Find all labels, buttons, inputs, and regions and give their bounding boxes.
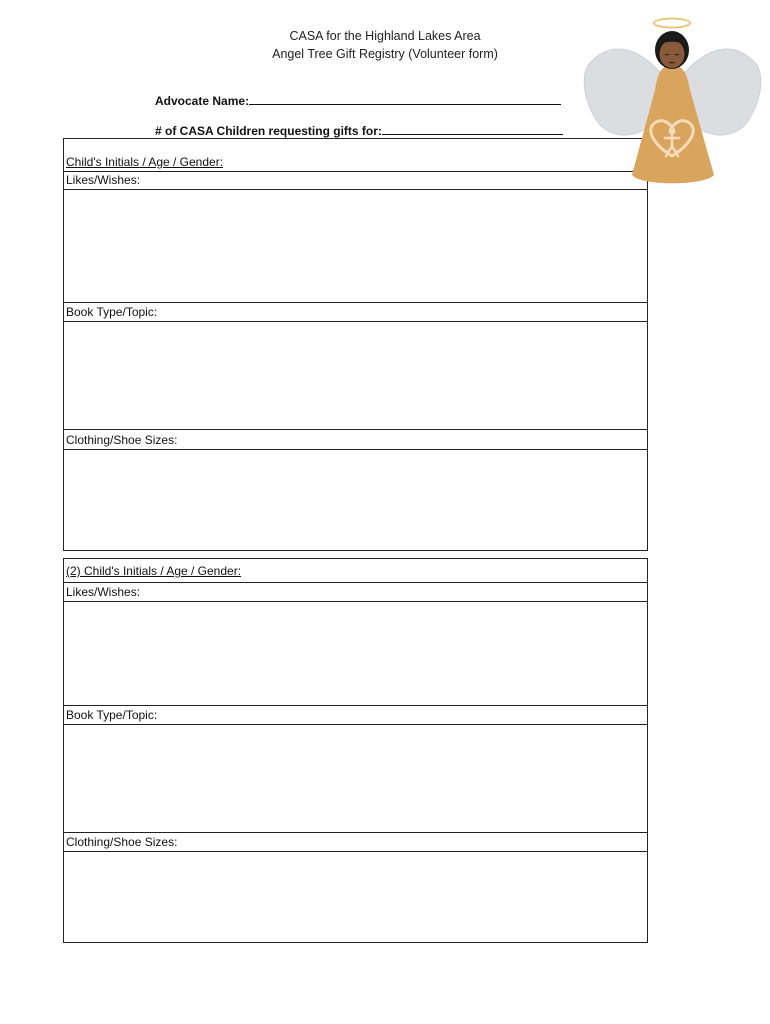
child-2-book-label-row	[64, 706, 647, 725]
child-2-clothing-label-row	[64, 833, 647, 852]
angel-face-icon	[660, 40, 685, 68]
children-count-field	[155, 122, 563, 138]
child-1-section	[63, 138, 648, 551]
advocate-name-input-line[interactable]	[249, 92, 561, 105]
child-2-likes-label: Likes/Wishes:	[66, 585, 141, 599]
child-1-book-label-row	[64, 303, 647, 322]
child-2-header-label: (2) Child's Initials / Age / Gender:	[66, 564, 242, 578]
child-1-likes-label-row	[64, 172, 647, 190]
children-count-label: # of CASA Children requesting gifts for:	[155, 124, 382, 138]
form-title: Angel Tree Gift Registry (Volunteer form)	[272, 47, 498, 61]
child-2-book-label: Book Type/Topic:	[66, 708, 158, 722]
child-1-book-label: Book Type/Topic:	[66, 305, 158, 319]
child-2-clothing-label: Clothing/Shoe Sizes:	[66, 835, 178, 849]
child-1-book-area[interactable]	[64, 322, 647, 430]
child-2-book-area[interactable]	[64, 725, 647, 833]
child-1-header-label: Child's Initials / Age / Gender:	[66, 155, 224, 169]
child-1-header-row[interactable]	[64, 152, 647, 172]
child-2-section	[63, 558, 648, 943]
child-1-clothing-label-row	[64, 430, 647, 450]
child-1-clothing-label: Clothing/Shoe Sizes:	[66, 433, 178, 447]
child-1-likes-label: Likes/Wishes:	[66, 173, 141, 187]
halo-icon	[654, 19, 690, 28]
child-1-likes-area[interactable]	[64, 190, 647, 303]
child-2-header-row[interactable]	[64, 559, 647, 583]
org-title: CASA for the Highland Lakes Area	[289, 29, 481, 43]
children-count-input-line[interactable]	[382, 122, 563, 135]
child-2-likes-area[interactable]	[64, 602, 647, 706]
angel-icon	[580, 10, 765, 195]
child-2-clothing-area[interactable]	[64, 852, 647, 942]
child-1-clothing-area[interactable]	[64, 450, 647, 550]
child-2-likes-label-row	[64, 583, 647, 602]
advocate-name-label: Advocate Name:	[155, 94, 250, 108]
advocate-name-field	[155, 92, 561, 108]
